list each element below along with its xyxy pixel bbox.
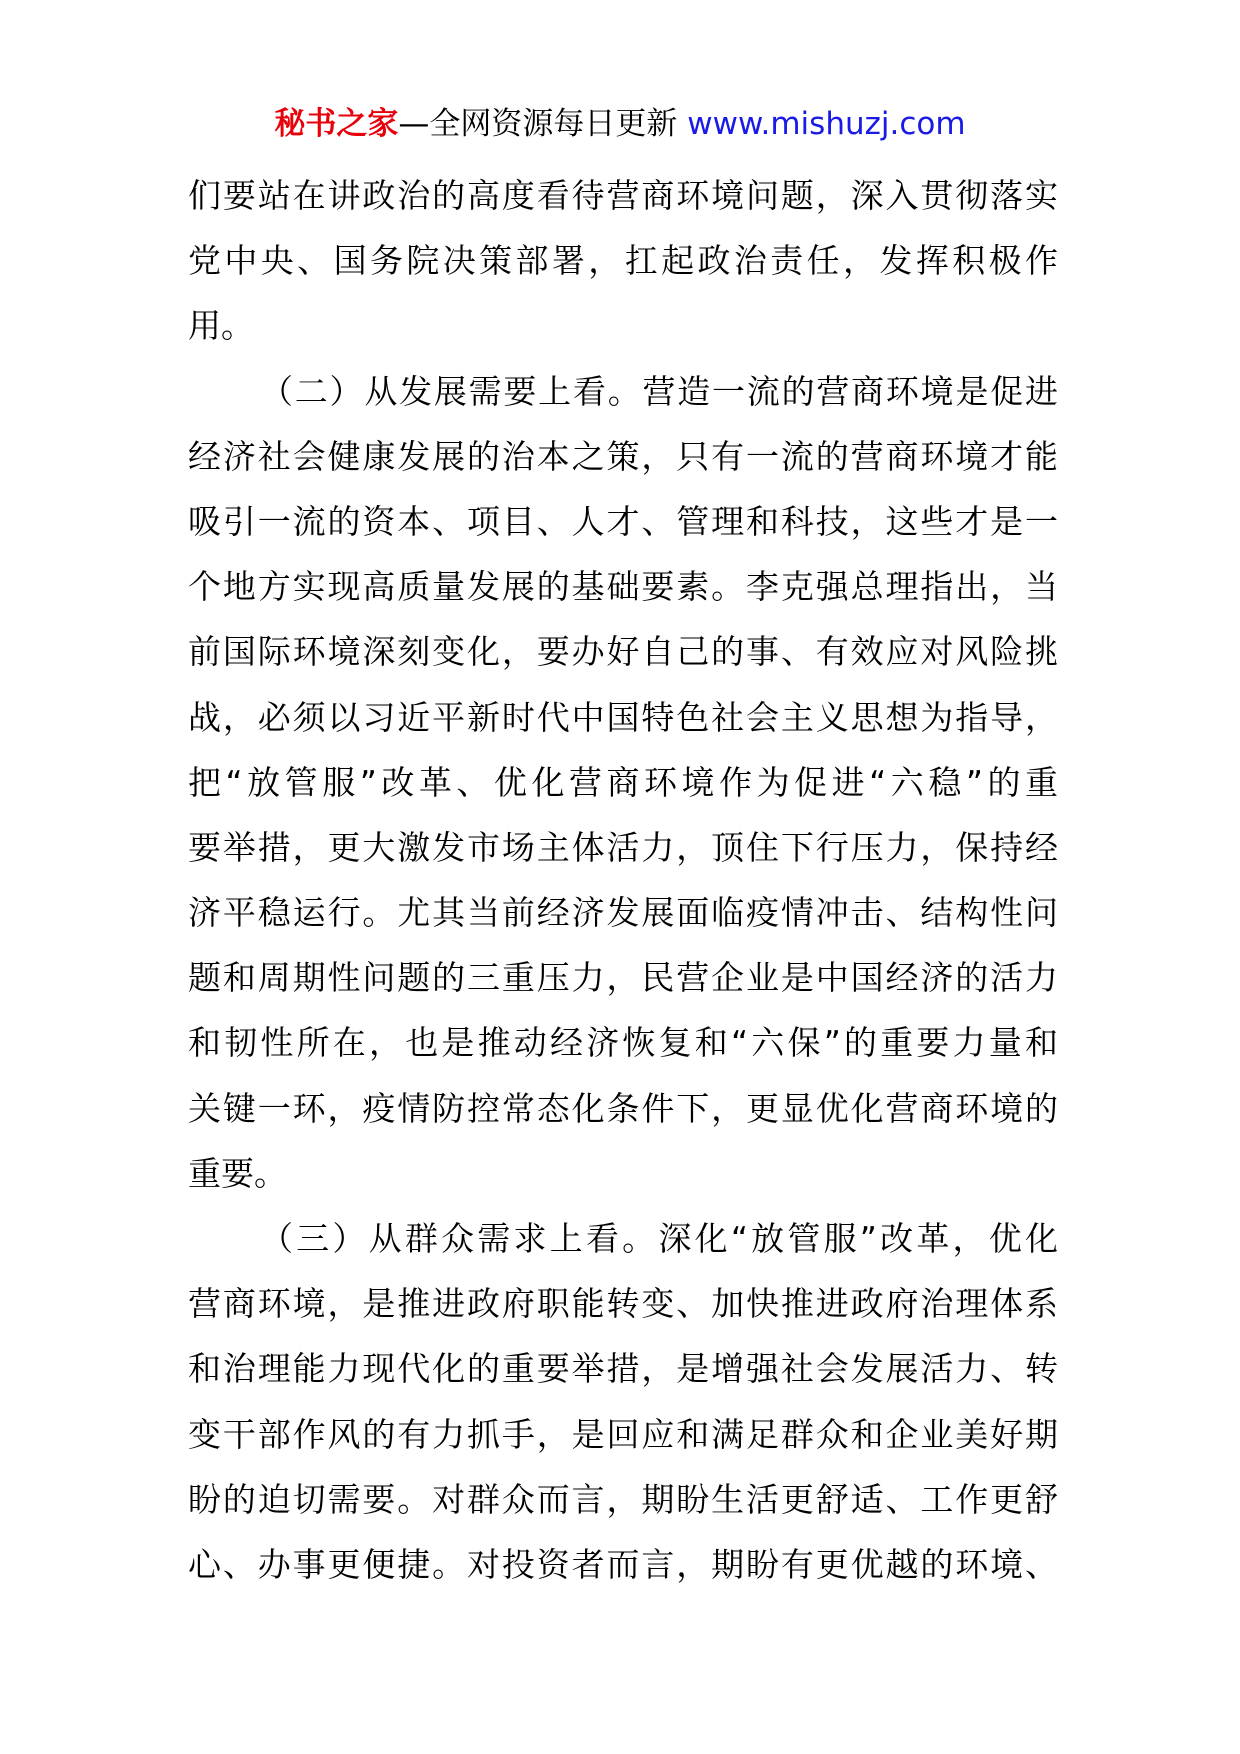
text-line: 要举措，更大激发市场主体活力，顶住下行压力，保持经 (188, 827, 1058, 867)
text-line: 用。 (188, 306, 254, 346)
text-line: 变干部作风的有力抓手，是回应和满足群众和企业美好期 (188, 1414, 1058, 1454)
section-heading-line: （二）从发展需要上看。营造一流的营商环境是促进 (260, 371, 1058, 411)
text-line: 党中央、国务院决策部署，扛起政治责任，发挥积极作 (188, 241, 1058, 281)
text-line: 和治理能力现代化的重要举措，是增强社会发展活力、转 (188, 1349, 1058, 1389)
text-line: 关键一环，疫情防控常态化条件下，更显优化营商环境的 (188, 1088, 1058, 1128)
text-line: 重要。 (188, 1153, 287, 1193)
site-header (0, 102, 1240, 146)
text-line: 心、办事更便捷。对投资者而言，期盼有更优越的环境、 (188, 1544, 1058, 1584)
text-line: 济平稳运行。尤其当前经济发展面临疫情冲击、结构性问 (188, 893, 1058, 933)
text-line: 们要站在讲政治的高度看待营商环境问题，深入贯彻落实 (188, 176, 1058, 215)
text-line: 前国际环境深刻变化，要办好自己的事、有效应对风险挑 (188, 632, 1058, 672)
text-line: 营商环境，是推进政府职能转变、加快推进政府治理体系 (188, 1284, 1058, 1324)
site-url-link[interactable]: www.mishuzj.com (687, 106, 966, 142)
text-line: 个地方实现高质量发展的基础要素。李克强总理指出，当 (188, 567, 1058, 607)
header-tagline: —全网资源每日更新 (398, 106, 688, 142)
text-line: 和韧性所在，也是推动经济恢复和“六保”的重要力量和 (188, 1023, 1058, 1063)
text-line: 经济社会健康发展的治本之策，只有一流的营商环境才能 (188, 436, 1058, 476)
text-line: 把“放管服”改革、优化营商环境作为促进“六稳”的重 (188, 762, 1058, 802)
document-body (188, 163, 1058, 1597)
brand-name: 秘书之家 (274, 106, 399, 142)
text-line: 题和周期性问题的三重压力，民营企业是中国经济的活力 (188, 958, 1058, 998)
section-heading-line: （三）从群众需求上看。深化“放管服”改革，优化 (260, 1219, 1058, 1258)
text-line: 吸引一流的资本、项目、人才、管理和科技，这些才是一 (188, 501, 1058, 541)
text-line: 战，必须以习近平新时代中国特色社会主义思想为指导， (188, 697, 1058, 737)
text-line: 盼的迫切需要。对群众而言，期盼生活更舒适、工作更舒 (188, 1479, 1058, 1519)
